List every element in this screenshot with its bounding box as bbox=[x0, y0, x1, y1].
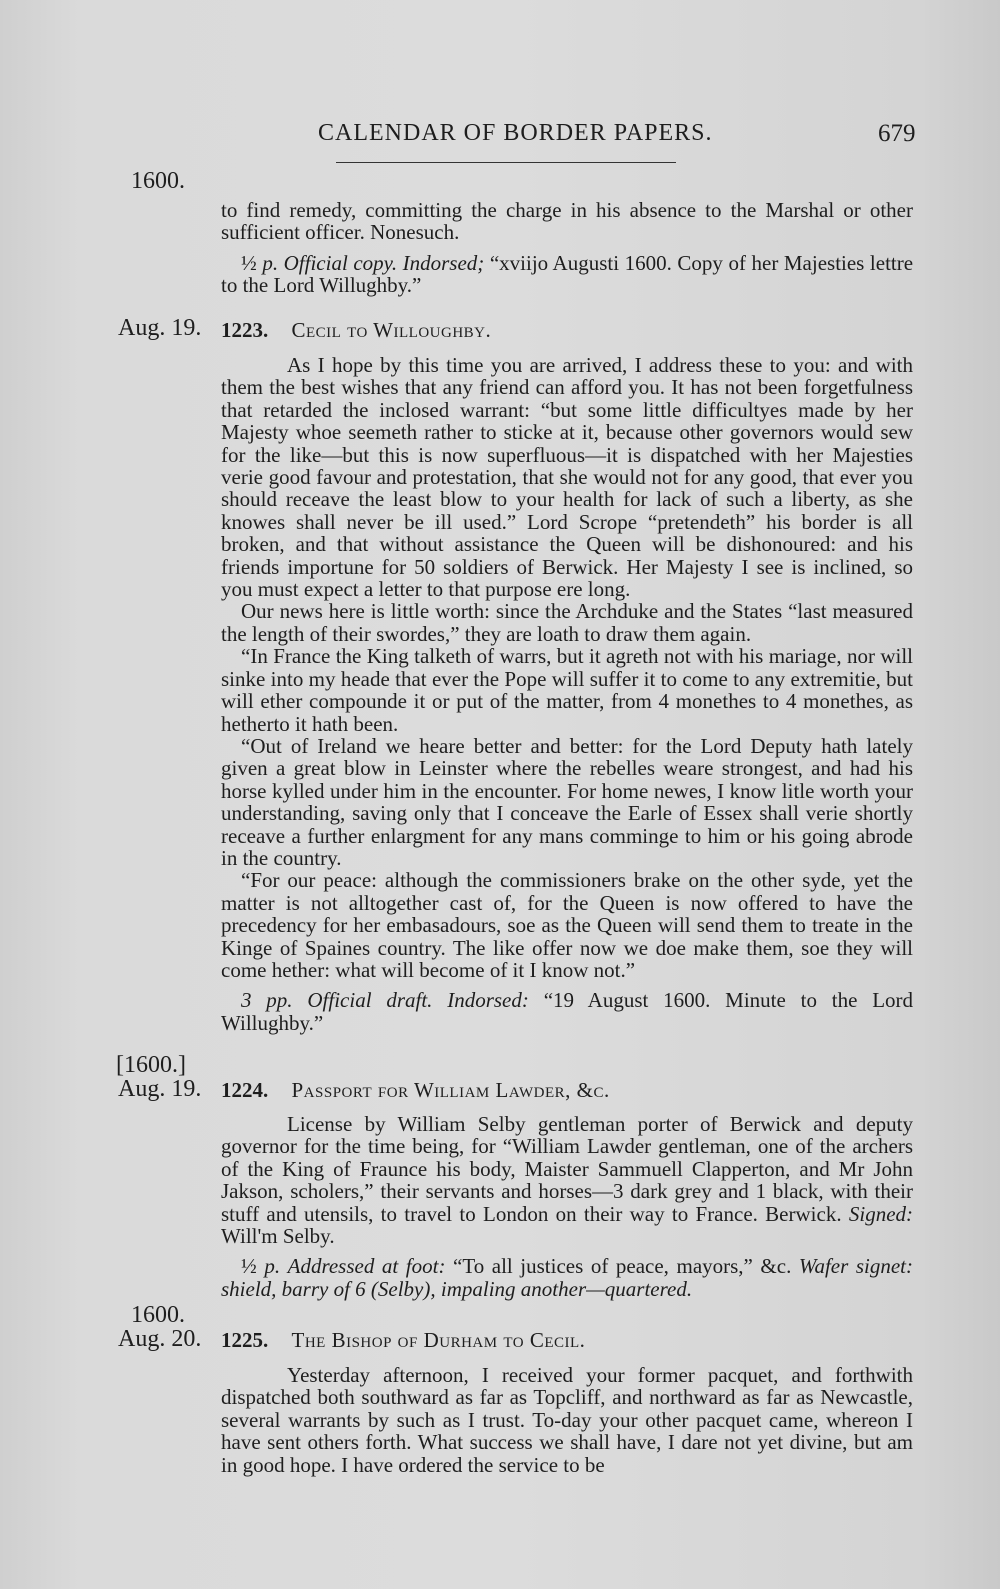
header-rule bbox=[336, 162, 676, 163]
entry-1224-paragraph bbox=[221, 1113, 913, 1247]
entry-title: The Bishop of Durham to Cecil. bbox=[291, 1328, 586, 1352]
margin-year-1600: 1600. bbox=[131, 168, 185, 194]
note-pages: p. bbox=[262, 250, 279, 275]
entry-number: 1225. bbox=[221, 1328, 269, 1352]
note-wafer-signet: Wafer signet: shield, barry of 6 (Selby), impaling another—quartered. bbox=[221, 1254, 914, 1301]
entry-1225-heading bbox=[221, 1328, 585, 1353]
entry-title: Passport for William Lawder, &c. bbox=[291, 1078, 610, 1102]
signed-label: Signed: bbox=[848, 1201, 914, 1226]
entry-1223-paragraph: Our news here is little worth: since the Archduke and the States “last measured the length of their swordes,” they are loath to draw them again. bbox=[221, 599, 913, 646]
entry-1224-heading bbox=[221, 1078, 610, 1103]
continuation-paragraph bbox=[221, 199, 913, 297]
margin-date-aug20: Aug. 20. bbox=[118, 1326, 202, 1352]
entry-1223-paragraph: “For our peace: although the commissioners brake on the other syde, yet the matter is not alltogether cast of, for the Queen is now offered to have the precedency for her embasadours, soe as the Queen will send them to treate in the Kinge of Spaines country. The like offer now we doe make them, soe they will come hether: what will become of it I know not.” bbox=[221, 868, 913, 982]
running-header-title: CALENDAR OF BORDER PAPERS. bbox=[318, 120, 713, 146]
note-indorsed: Official draft. Indorsed: bbox=[307, 988, 529, 1013]
note-indorsement-text: “19 August 1600. Minute to the Lord Willughby.” bbox=[221, 988, 914, 1035]
page-number: 679 bbox=[878, 120, 916, 147]
entry-title: Cecil to Willoughby. bbox=[291, 318, 492, 342]
entry-1223-paragraph: “Out of Ireland we heare better and better: for the Lord Deputy hath lately given a great blow in Leinster where the rebelles weare strongest, and had his horse kylled under him in the encounter. For home newes, I know litle worth your understanding, saving only that I conceave the Earle of Essex shall verie shortly receave a further enlargment for any mans comminge to him or his going abrode in the country. bbox=[221, 733, 913, 870]
entry-1223-body bbox=[221, 354, 913, 1034]
entry-1223-heading bbox=[221, 318, 491, 343]
note-indorsed: Official copy. Indorsed; bbox=[283, 250, 485, 275]
margin-bracket-year: [1600.] bbox=[116, 1052, 186, 1078]
note-pages: p. bbox=[264, 1254, 281, 1279]
continuation-text: to find remedy, committing the charge in his absence to the Marshal or other sufficient officer. Nonesuch. bbox=[221, 198, 913, 245]
entry-1224-note bbox=[221, 1255, 913, 1300]
entry-number: 1224. bbox=[221, 1078, 269, 1102]
note-fraction: ½ bbox=[241, 1254, 257, 1279]
entry-1225-paragraph: Yesterday afternoon, I received your former pacquet, and forthwith dispatched both southward as far as Topcliff, and northward as far as Newcastle, several warrants by such as I trust. To-day your other pacquet came, whereon I have sent others forth. What success we shall have, I dare not yet divine, but am in good hope. I have ordered the service to be bbox=[221, 1363, 913, 1477]
continuation-note bbox=[221, 252, 913, 297]
note-indorsement-text: “xviijo Augusti 1600. Copy of her Majesties lettre to the Lord Willughby.” bbox=[221, 250, 914, 298]
entry-1223-note bbox=[221, 989, 913, 1034]
entry-1225-body bbox=[221, 1364, 913, 1476]
note-fraction: ½ bbox=[241, 250, 257, 275]
entry-number: 1223. bbox=[221, 318, 269, 342]
entry-1224-body bbox=[221, 1113, 913, 1300]
entry-1223-paragraph: “In France the King talketh of warrs, but it agreth not with his mariage, nor will sinke into my heade that ever the Pope will suffer it to come to any extremitie, but will ether compounde it or put of the matter, from 4 monethes to 4 monethes, as hetherto it hath been. bbox=[221, 644, 913, 736]
margin-year-1600: 1600. bbox=[131, 1302, 185, 1328]
margin-date-aug19: Aug. 19. bbox=[118, 315, 202, 341]
margin-date-aug19: Aug. 19. bbox=[118, 1076, 202, 1102]
entry-1223-paragraph: As I hope by this time you are arrived, I address these to you: and with them the best wishes that any friend can afford you. It has not been forgetfulness that retarded the inclosed warrant: “but some little difficultyes made by her Majesty whoe seemeth rather to sticke at it, because other governors would sew for the like—but this is now superfluous—it is dispatched with her Majesties verie good favour and protestation, that she would not for any good, that ever you should receave the least blow to your health for lack of such a liberty, as she knowes shall never be ill used.” Lord Scrope “pretendeth” his border is all broken, and that without assistance the Queen will be dishonoured: and his friends importune for 50 soldiers of Berwick. Her Majesty I see is inclined, so you must expect a letter to that purpose ere long. bbox=[221, 353, 913, 602]
note-pages: 3 pp. bbox=[241, 988, 293, 1013]
signed-name: Will'm Selby. bbox=[221, 1224, 335, 1249]
entry-1224-text: License by William Selby gentleman porter of Berwick and deputy governor for the time being, for “William Lawder gentleman, one of the archers of the King of Fraunce his body, Maister Sammuell Clapperton, and Mr John Jakson, scholers,” their servants and horses—3 dark grey and 1 black, with their stuff and utensils, to travel to London on their way to France. Berwick. bbox=[221, 1112, 913, 1226]
note-addressed: Addressed at foot: bbox=[287, 1254, 446, 1279]
note-address-text: “To all justices of peace, mayors,” &c. bbox=[453, 1254, 792, 1279]
